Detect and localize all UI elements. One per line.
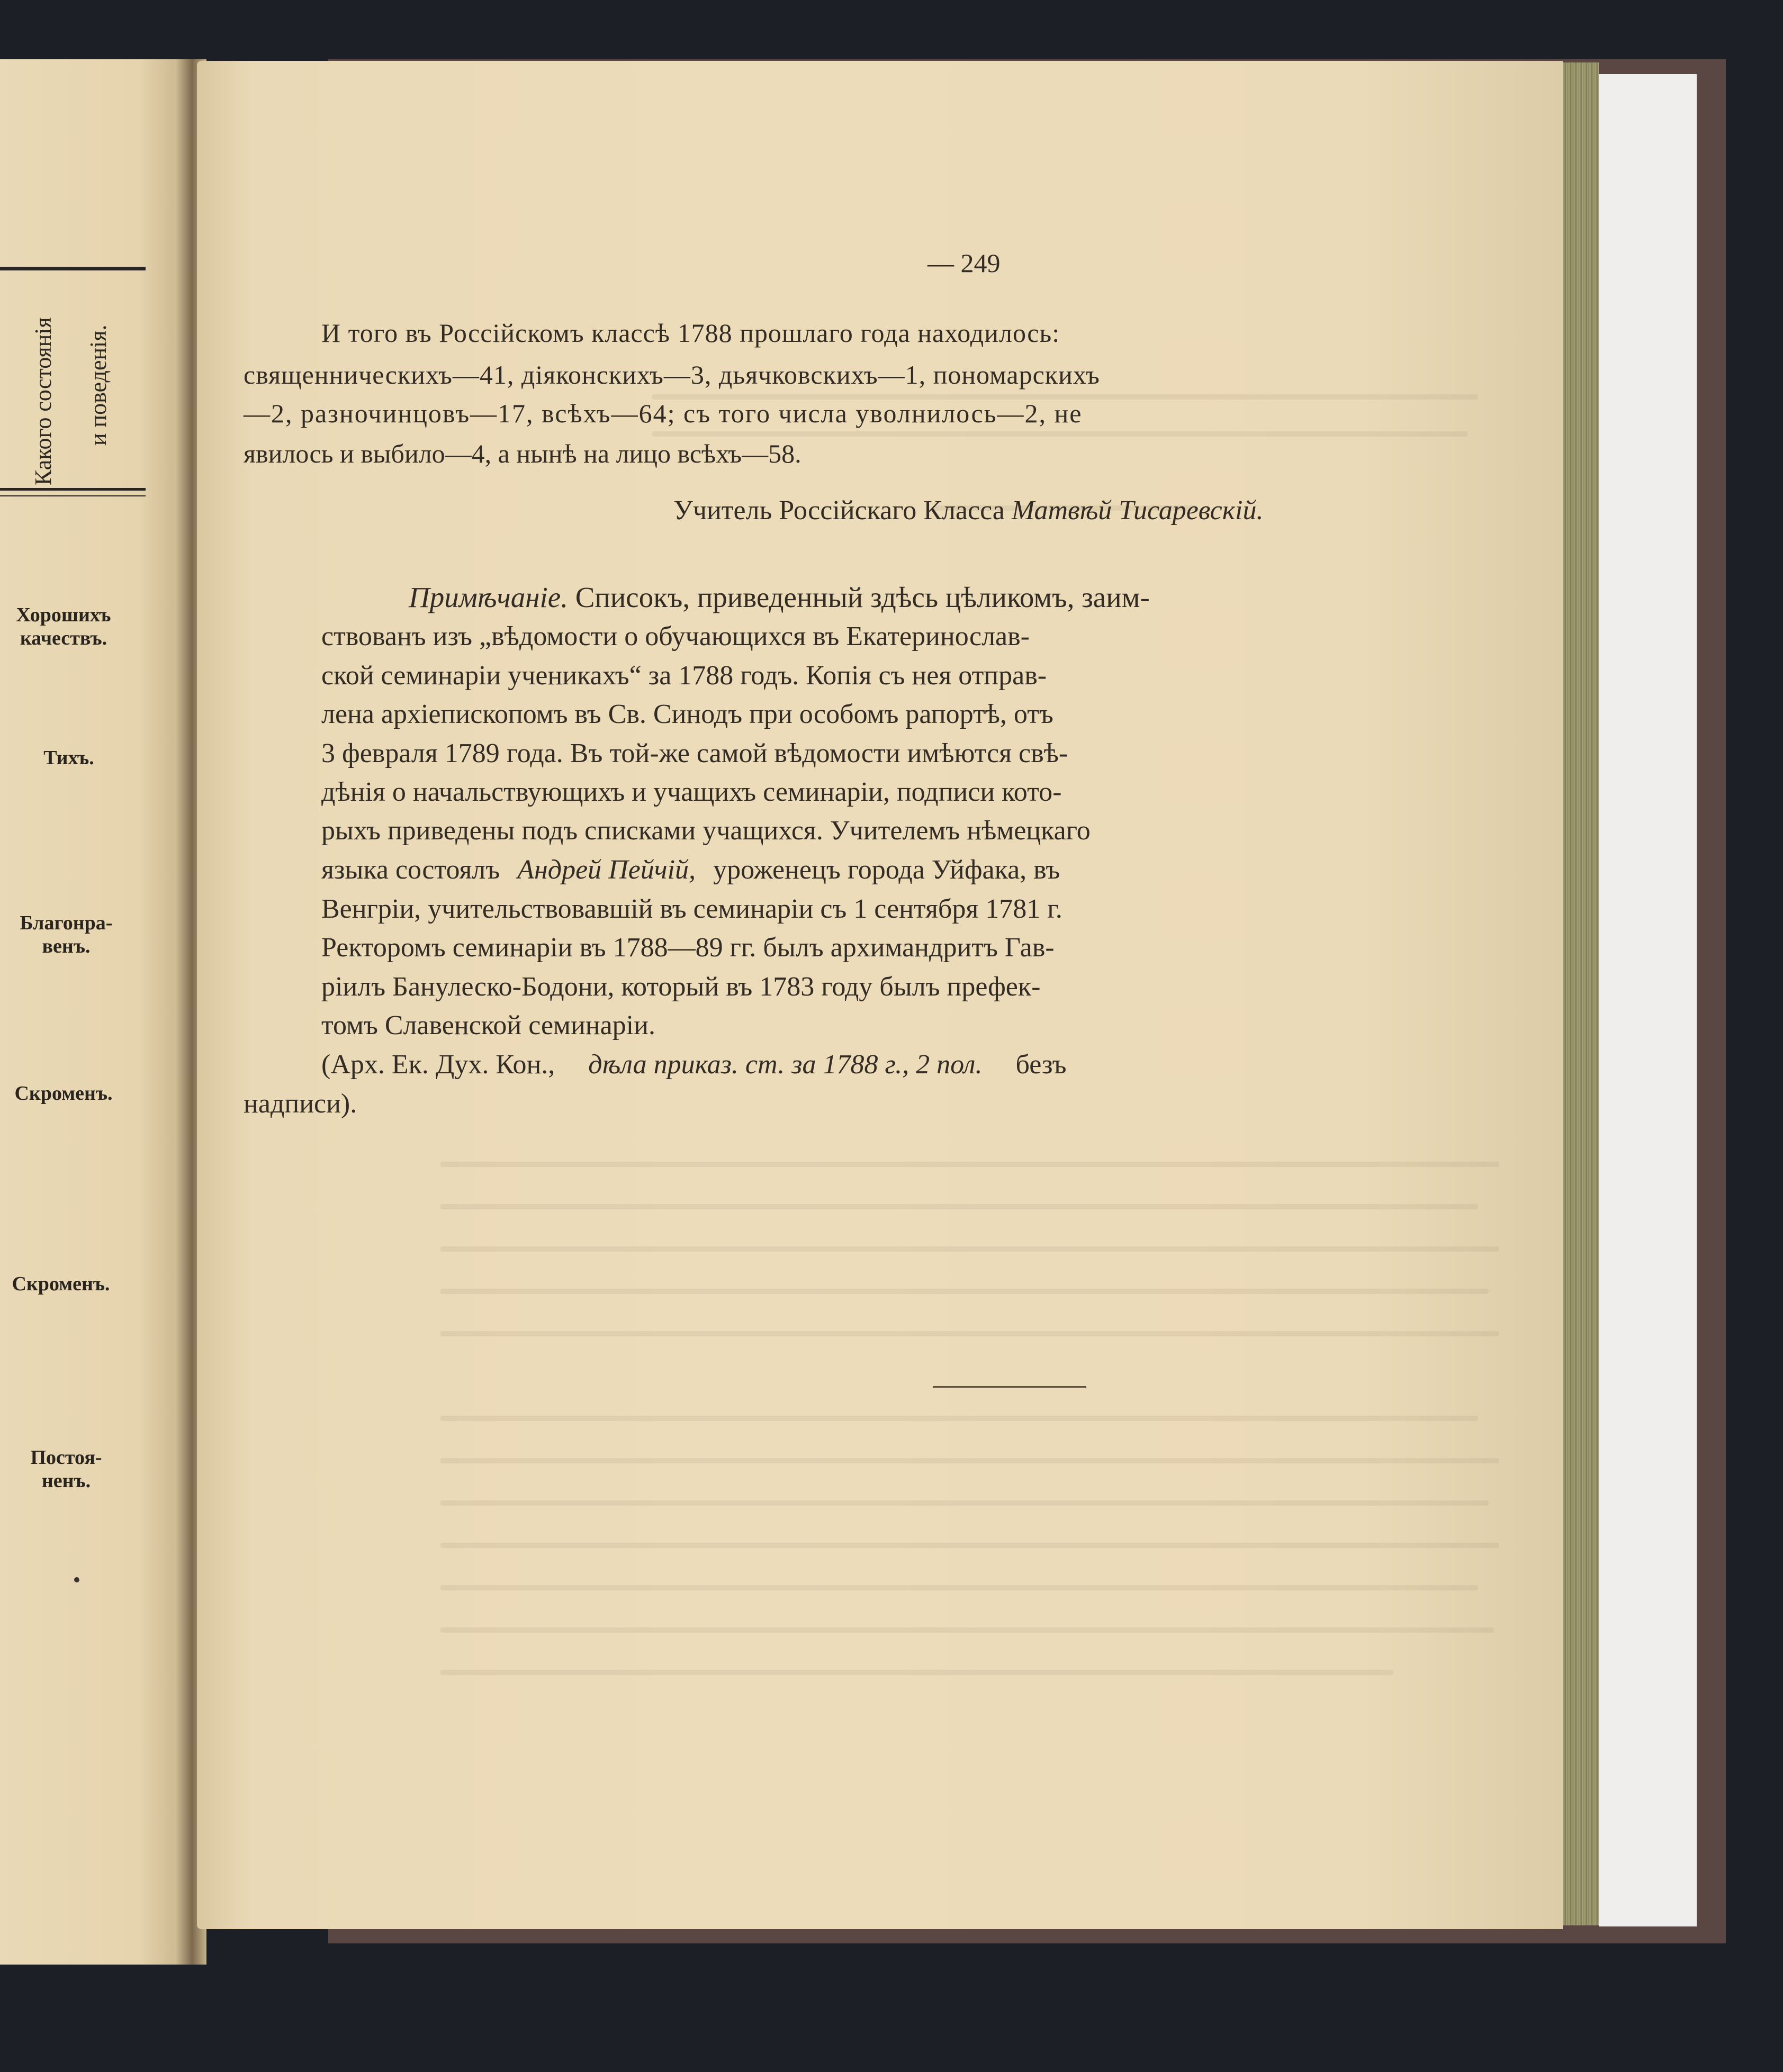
note-line: дѣнія о начальствующихъ и учащихъ семинаріи, подписи кото- (321, 777, 1062, 807)
summary-line: —2, разночинцовъ—17, всѣхъ—64; съ того числа уволнилось—2, не (244, 399, 1083, 428)
bleed-through (440, 1585, 1478, 1590)
bleed-through (440, 1627, 1494, 1633)
bleed-through (440, 1246, 1499, 1252)
bleed-through (440, 1543, 1499, 1548)
bleed-through (440, 1204, 1478, 1209)
note-line: ской семинаріи ученикахъ“ за 1788 годъ. Копія съ нея отправ- (321, 660, 1047, 691)
note-first-line-text: Списокъ, приведенный здѣсь цѣликомъ, заим- (575, 581, 1150, 613)
row-label-constant: Постоя- ненъ. (30, 1446, 102, 1492)
main-page (197, 61, 1563, 1929)
summary-line: священническихъ—41, діяконскихъ—3, дьячковскихъ—1, пономарскихъ (244, 360, 1100, 390)
note-line-peychiy (321, 853, 1060, 887)
bleed-through (440, 1289, 1489, 1294)
note-line: томъ Славенской семинаріи. (321, 1010, 655, 1040)
source-file: дѣла приказ. ст. за 1788 г., 2 пол. (588, 1049, 983, 1080)
note-line: 3 февраля 1789 года. Въ той-же самой вѣдомости имѣются свѣ- (321, 738, 1068, 768)
note-line: ріилъ Банулеско-Бодони, который въ 1783 году былъ префек- (321, 972, 1041, 1002)
ink-dot (74, 1577, 79, 1582)
teacher-signature-line (673, 495, 1264, 527)
note-line: ствованъ изъ „вѣдомости о обучающихся въ Екатеринослав- (321, 621, 1030, 652)
page-number: — 249 (927, 248, 1001, 278)
row-label-well-mannered: Благонра- венъ. (20, 912, 113, 957)
teacher-name: Матвѣй Тисаревскій. (1011, 495, 1264, 526)
bleed-through (440, 1331, 1499, 1336)
column-header-state: Какого состоянія (30, 317, 56, 485)
bleed-through (440, 1458, 1499, 1463)
row-label-good-qualities: Хорошихъ качествъ. (16, 604, 111, 649)
source-line (321, 1048, 1066, 1082)
summary-line: явилось и выбило—4, а нынѣ на лицо всѣхъ—58. (244, 439, 802, 468)
note-line: Ректоромъ семинаріи въ 1788—89 гг. былъ архимандритъ Гав- (321, 933, 1055, 963)
bleed-through-rule (933, 1386, 1086, 1388)
note-line: Венгріи, учительствовавшій въ семинаріи съ 1 сентября 1781 г. (321, 894, 1062, 924)
note-text: языка состоялъ (321, 855, 500, 885)
note-text: уроженецъ города Уйфака, въ (713, 855, 1060, 885)
row-label-quiet: Тихъ. (43, 747, 94, 769)
bleed-through (652, 431, 1467, 437)
source-last-line: надписи). (244, 1089, 357, 1119)
note-first-line (409, 581, 1150, 614)
table-top-rule (0, 267, 146, 270)
note-line: рыхъ приведены подъ списками учащихся. Учителемъ нѣмецкаго (321, 816, 1091, 846)
row-label-modest-2: Скроменъ. (12, 1273, 110, 1295)
bleed-through (440, 1500, 1489, 1506)
source-archive: (Арх. Ек. Дух. Кон., (321, 1049, 555, 1080)
left-page (0, 59, 199, 1965)
row-label-modest-1: Скроменъ. (14, 1082, 113, 1105)
source-end: безъ (1015, 1049, 1067, 1080)
teacher-prefix: Учитель Россійскаго Класса (673, 495, 1005, 526)
bleed-through (440, 1416, 1478, 1421)
note-title: Примѣчаніе. (409, 581, 568, 613)
loose-leaf (1599, 74, 1697, 1926)
table-header-rule-2 (0, 495, 146, 496)
person-name: Андрей Пейчій, (517, 855, 696, 885)
table-header-rule (0, 488, 146, 491)
bleed-through (440, 1162, 1499, 1167)
note-line: лена архіепископомъ въ Св. Синодъ при особомъ рапортѣ, отъ (321, 699, 1053, 729)
column-header-behavior: и поведенія. (85, 324, 111, 446)
bleed-through (440, 1670, 1393, 1675)
summary-line: И того въ Россійскомъ классѣ 1788 прошлаго года находилось: (321, 318, 1060, 348)
